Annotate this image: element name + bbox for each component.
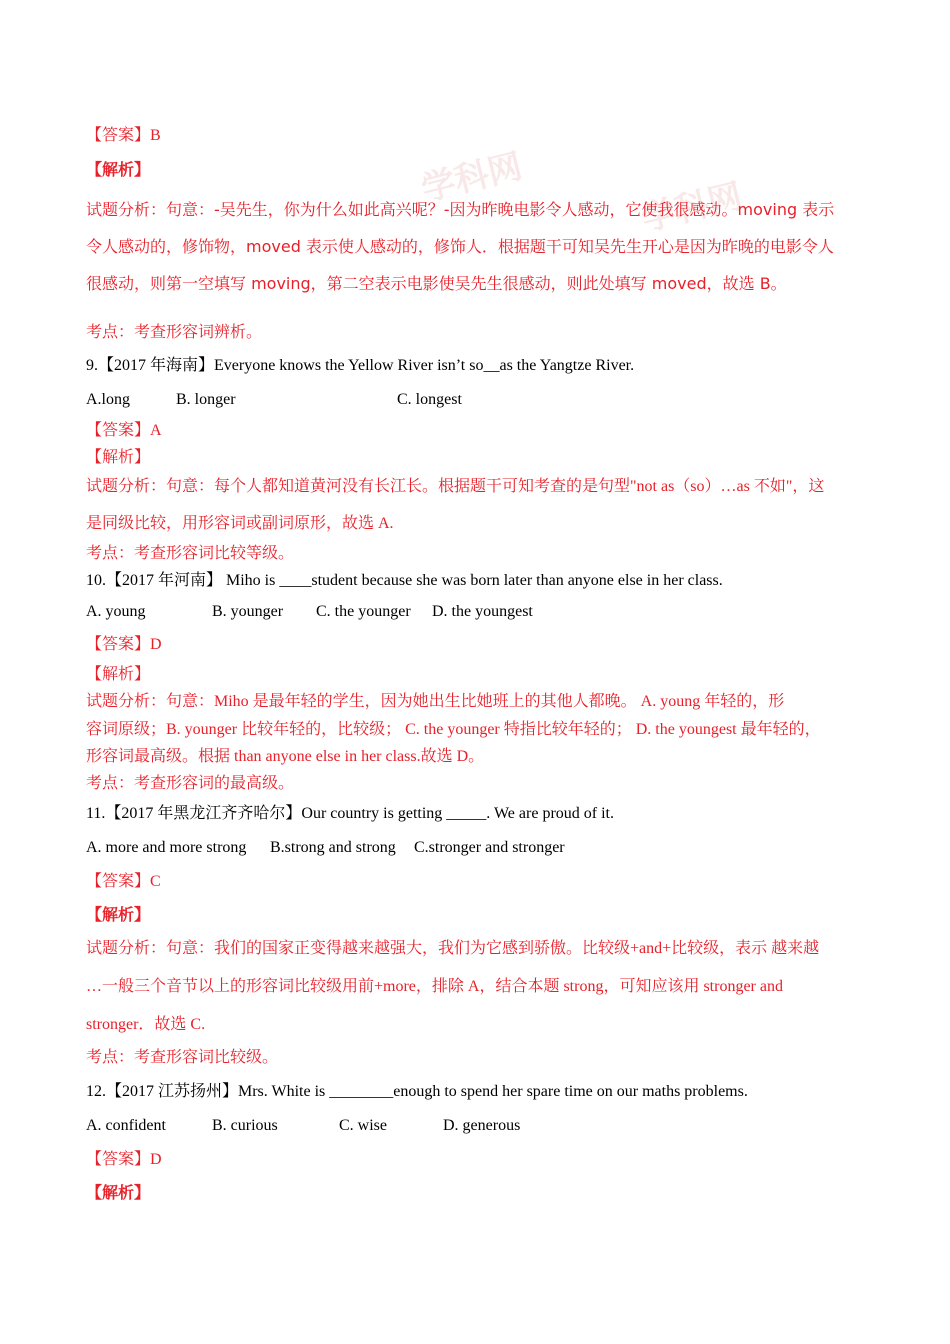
analysis-label-10: 【解析】 bbox=[86, 666, 151, 683]
option-b: B. curious bbox=[212, 1117, 278, 1134]
option-b: B. younger bbox=[212, 603, 284, 620]
option-a: A. young bbox=[86, 603, 146, 620]
watermark-logo: 学科网 bbox=[417, 146, 527, 210]
answer-9: 【答案】A bbox=[86, 422, 162, 439]
question-12: 12.【2017 江苏扬州】Mrs. White is ________enough to spend her spare time on our maths problems. bbox=[86, 1083, 748, 1100]
analysis-10-line3: 形容词最高级。根据 than anyone else in her class.故选 D。 bbox=[86, 748, 485, 765]
point-9: 考点：考查形容词比较等级。 bbox=[86, 545, 295, 562]
analysis-8-line1: 试题分析：句意：-吴先生，你为什么如此高兴呢？-因为昨晚电影令人感动，它使我很感动。moving 表示 bbox=[86, 200, 835, 219]
analysis-9-line1: 试题分析：句意：每个人都知道黄河没有长江长。根据题干可知考查的是句型"not as（so）…as 不如"，这 bbox=[86, 478, 825, 495]
answer-12: 【答案】D bbox=[86, 1151, 162, 1168]
analysis-11-line2: …一般三个音节以上的形容词比较级用前+more，排除 A，结合本题 strong，可知应该用 stronger and bbox=[86, 978, 783, 995]
option-d: D. the youngest bbox=[432, 603, 533, 620]
analysis-label-9: 【解析】 bbox=[86, 449, 151, 466]
option-c: C. wise bbox=[339, 1117, 387, 1134]
option-b: B. longer bbox=[176, 391, 236, 408]
option-a: A.long bbox=[86, 391, 130, 408]
analysis-8-line3: 很感动，则第一空填写 moving，第二空表示电影使吴先生很感动，则此处填写 moved，故选 B。 bbox=[86, 274, 787, 293]
option-a: A. more and more strong bbox=[86, 839, 247, 856]
question-10: 10.【2017 年河南】 Miho is ____student because she was born later than anyone else in her class. bbox=[86, 572, 723, 589]
analysis-label-12: 【解析】 bbox=[86, 1185, 151, 1202]
analysis-11-line1: 试题分析：句意：我们的国家正变得越来越强大，我们为它感到骄傲。比较级+and+比较级，表示 越来越 bbox=[86, 940, 820, 957]
point-11: 考点：考查形容词比较级。 bbox=[86, 1049, 279, 1066]
analysis-8-line2: 令人感动的，修饰物，moved 表示使人感动的，修饰人．根据题干可知吴先生开心是因为昨晚的电影令人 bbox=[86, 237, 834, 256]
analysis-10-line1: 试题分析：句意：Miho 是最年轻的学生，因为她出生比她班上的其他人都晚。 A. young 年轻的，形 bbox=[86, 693, 785, 710]
analysis-9-line2: 是同级比较，用形容词或副词原形，故选 A. bbox=[86, 515, 394, 532]
option-d: D. generous bbox=[443, 1117, 521, 1134]
option-b: B.strong and strong bbox=[270, 839, 396, 856]
analysis-label-11: 【解析】 bbox=[86, 907, 151, 924]
option-c: C.stronger and stronger bbox=[414, 839, 565, 856]
answer-8: 【答案】B bbox=[86, 127, 161, 144]
option-c: C. the younger bbox=[316, 603, 411, 620]
analysis-10-line2: 容词原级；B. younger 比较年轻的，比较级； C. the younger 特指比较年轻的； D. the youngest 最年轻的， bbox=[86, 721, 821, 738]
watermark-logo-2: 学科网 bbox=[637, 176, 747, 240]
analysis-label-8: 【解析】 bbox=[86, 162, 151, 179]
question-9: 9.【2017 年海南】Everyone knows the Yellow River isn’t so__as the Yangtze River. bbox=[86, 357, 635, 374]
point-8: 考点：考查形容词辨析。 bbox=[86, 324, 263, 341]
analysis-11-line3: stronger．故选 C. bbox=[86, 1016, 206, 1033]
answer-10: 【答案】D bbox=[86, 636, 162, 653]
answer-11: 【答案】C bbox=[86, 873, 161, 890]
option-a: A. confident bbox=[86, 1117, 166, 1134]
point-10: 考点：考查形容词的最高级。 bbox=[86, 775, 295, 792]
question-11: 11.【2017 年黑龙江齐齐哈尔】Our country is getting _____. We are proud of it. bbox=[86, 805, 614, 822]
option-c: C. longest bbox=[397, 391, 462, 408]
